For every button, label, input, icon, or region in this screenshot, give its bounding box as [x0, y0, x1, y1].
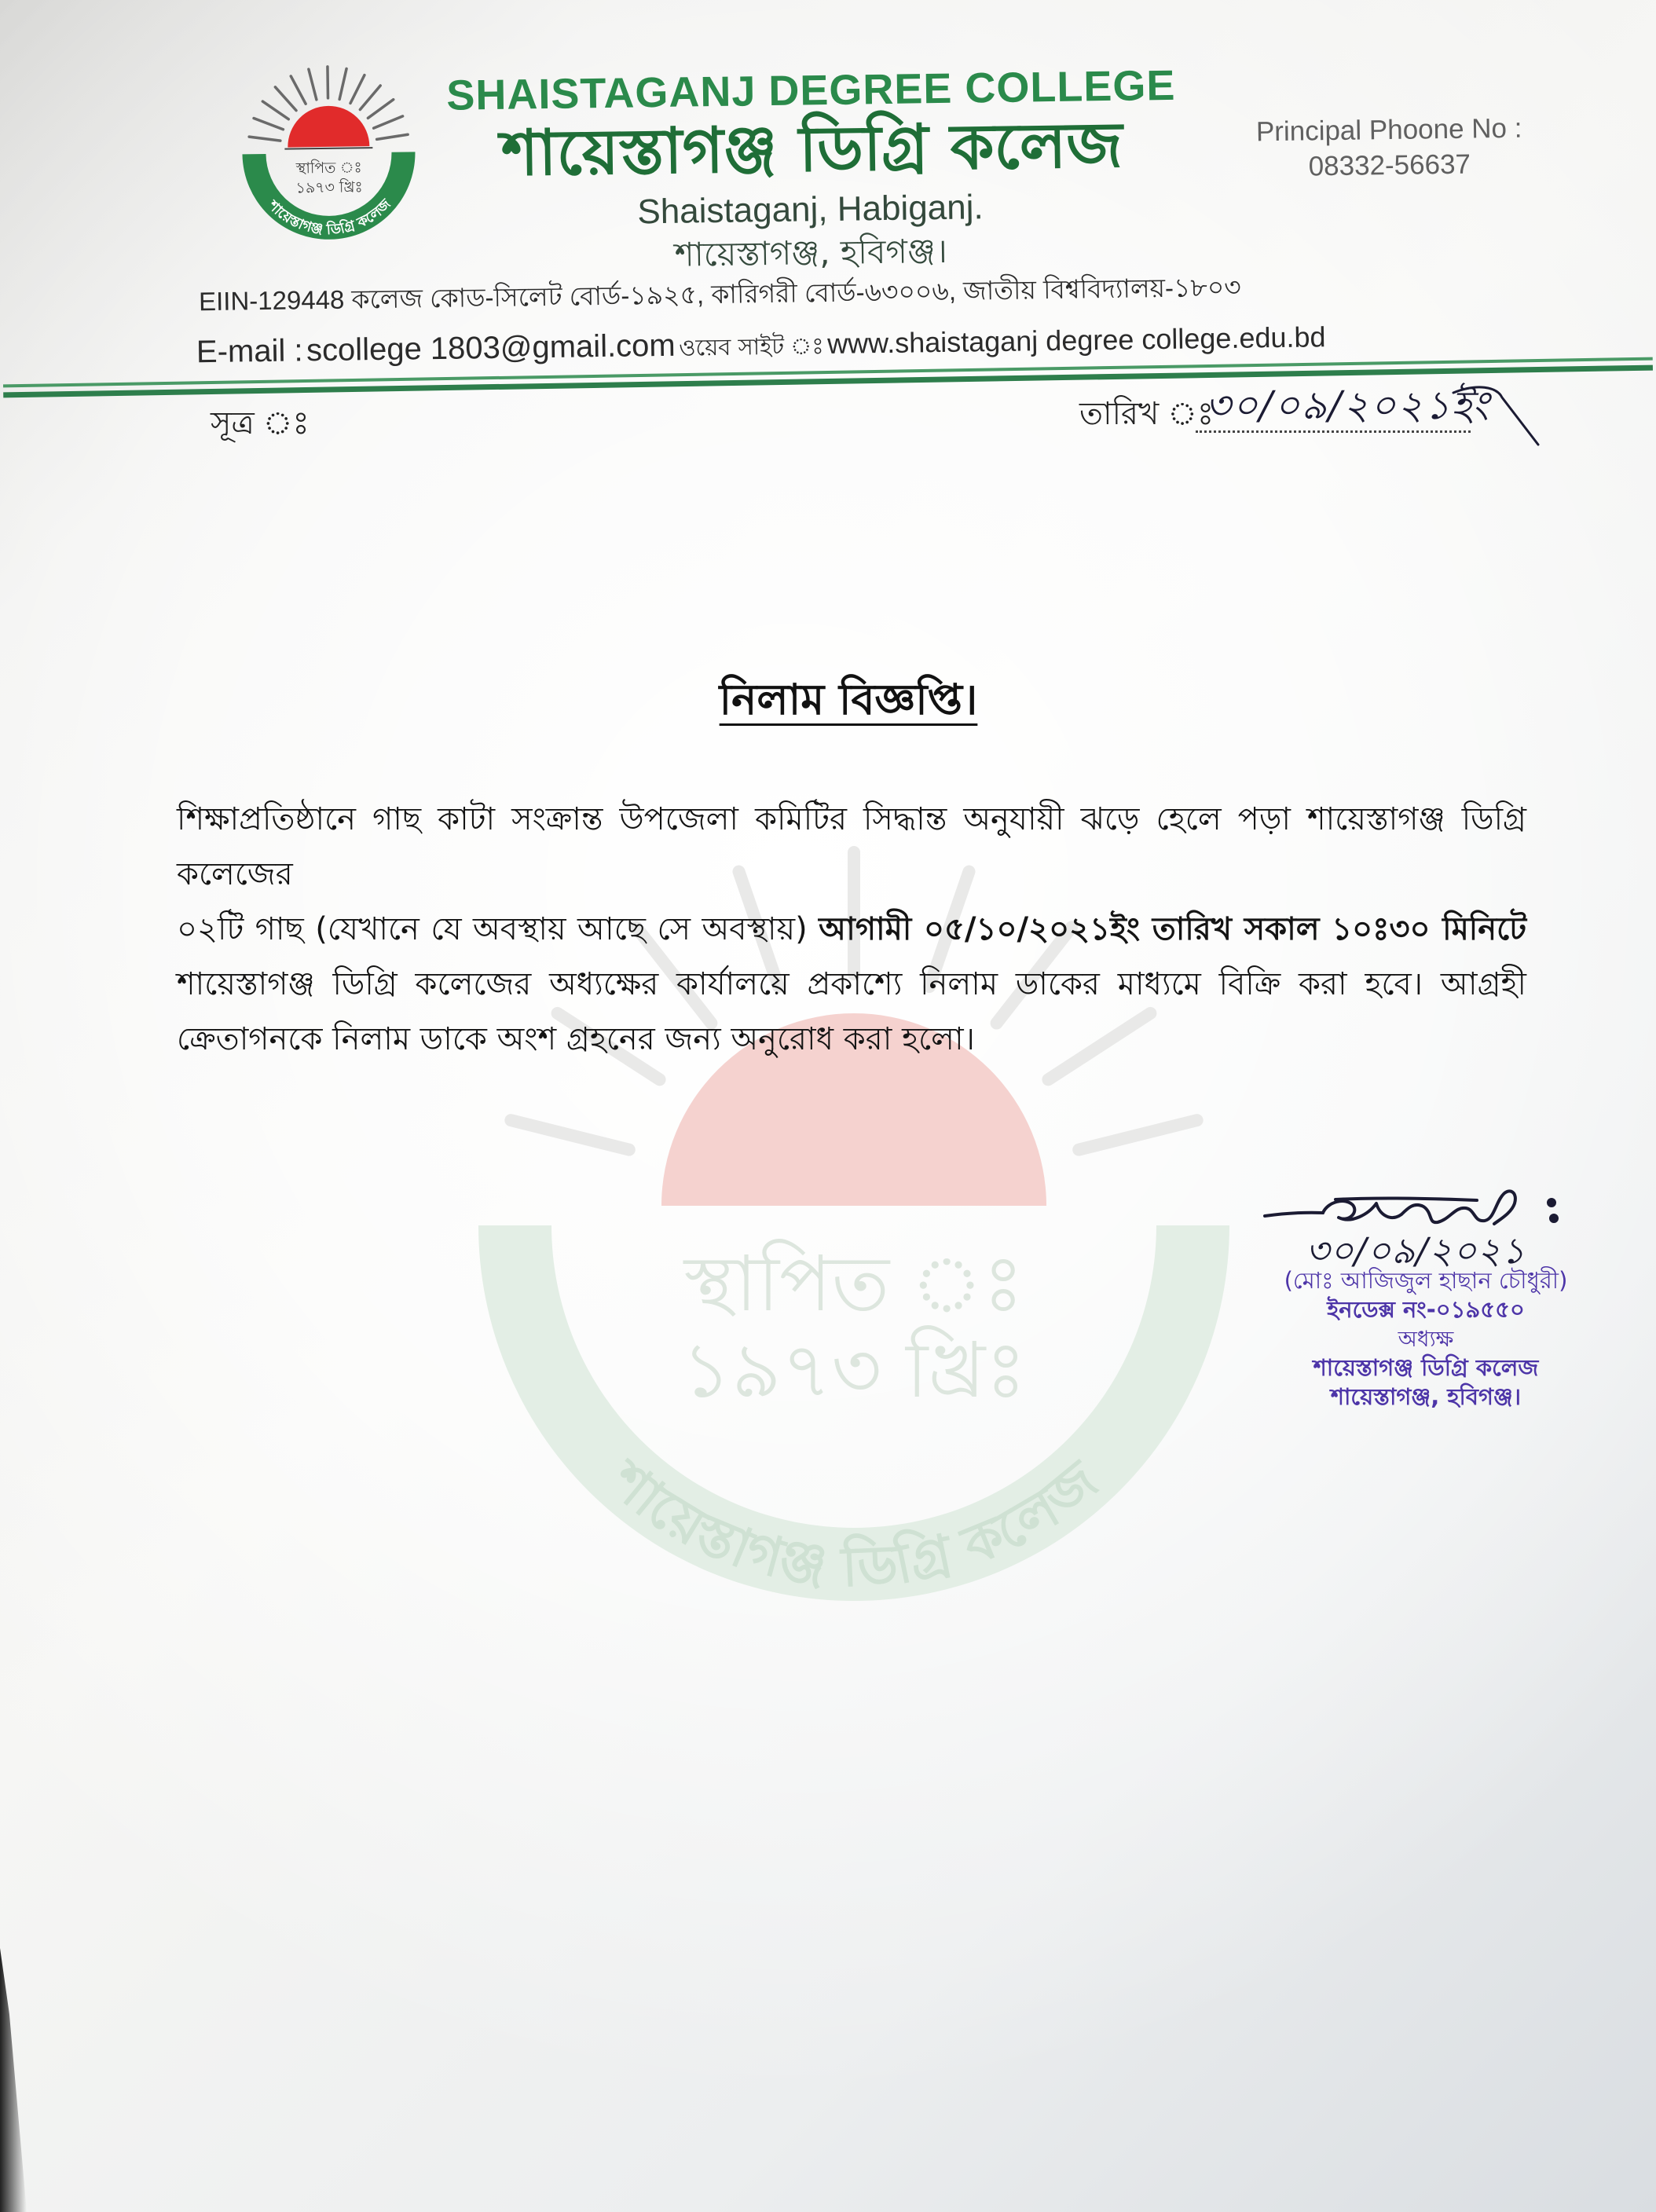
sun-ray: [350, 75, 365, 104]
notice-line: [177, 792, 1526, 902]
address-bengali: শায়েস্তাগঞ্জ, হবিগঞ্জ।: [674, 231, 948, 274]
sun-ray: [511, 1120, 628, 1149]
logo-established-label: স্থাপিত ঃ: [295, 159, 362, 178]
notice-line-text: ০২টি গাছ (যেখানে যে অবস্থায় আছে সে অবস্থায়): [177, 911, 808, 947]
notice-line-text: ক্রেতাগনকে নিলাম ডাকে অংশ গ্রহনের জন্য অনুরোধ করা হলো।: [177, 1021, 975, 1057]
college-name-english: SHAISTAGANJ DEGREE COLLEGE: [445, 61, 1176, 119]
date-label: তারিখ ঃ: [1079, 396, 1215, 432]
watermark-ring-text: শায়েস্তাগঞ্জ ডিগ্রি কলেজ: [598, 1448, 1110, 1600]
website-url: www.shaistaganj degree college.edu.bd: [826, 320, 1326, 361]
sun-ray: [275, 86, 296, 111]
sun-ray: [309, 69, 317, 100]
stamp-name: (মোঃ আজিজুল হাছান চৌধুরী): [1284, 1267, 1568, 1294]
stamp-institution: শায়েস্তাগঞ্জ ডিগ্রি কলেজ: [1313, 1354, 1539, 1381]
college-logo: [233, 53, 424, 251]
notice-line-text: শায়েস্তাগঞ্জ ডিগ্রি কলেজের অধ্যক্ষের কার্যালয়ে প্রকাশ্যে নিলাম ডাকের মাধ্যমে বিক্রি করা হবে। আগ্রহী: [177, 966, 1526, 1002]
principal-phone-number: 08332-56637: [1308, 148, 1471, 182]
date-value-handwritten: ৩০/০৯/২০২১ইং: [1205, 383, 1491, 428]
notice-line-text: শিক্ষাপ্রতিষ্ঠানে গাছ কাটা সংক্রান্ত উপজেলা কমিটির সিদ্ধান্ত অনুযায়ী ঝড়ে হেলে পড়া শায়েস্তাগঞ্জ ডিগ্রি কলেজের: [177, 801, 1526, 892]
institution-codes: EIIN-129448 কলেজ কোড-সিলেট বোর্ড-১৯২৫, কারিগরী বোর্ড-৬৩০০৬, জাতীয় বিশ্ববিদ্যালয়-১৮০৩: [198, 272, 1241, 317]
letterhead: [0, 0, 1656, 373]
stamp-location: শায়েস্তাগঞ্জ, হবিগঞ্জ।: [1330, 1383, 1522, 1410]
sun-ray: [254, 118, 283, 130]
stamp-designation: অধ্যক্ষ: [1398, 1326, 1454, 1352]
college-name-bengali: শায়েস্তাগঞ্জ ডিগ্রি কলেজ: [500, 108, 1123, 190]
watermark-established-year: ১৯৭৩ খ্রিঃ: [681, 1326, 1027, 1415]
sun-ray: [368, 100, 394, 119]
sun-ray: [291, 76, 306, 104]
sun-ray: [360, 86, 381, 110]
sun-ray: [339, 68, 347, 99]
reference-label: সূত্র ঃ: [211, 405, 310, 441]
website-label: ওয়েব সাইট ঃ: [678, 332, 824, 361]
sun-ray: [377, 134, 409, 139]
watermark-established-label: স্থাপিত ঃ: [683, 1240, 1024, 1329]
notice-title: নিলাম বিজ্ঞপ্তি।: [719, 675, 978, 724]
signature-date-handwritten: ৩০/০৯/২০২১: [1306, 1229, 1526, 1272]
logo-ring-text: শায়েস্তাগঞ্জ ডিগ্রি কলেজ: [265, 196, 394, 239]
principal-phone-label: Principal Phoone No :: [1255, 112, 1522, 148]
sun-ray: [262, 101, 288, 120]
notice-line-bold-text: আগামী ০৫/১০/২০২১ইং তারিখ সকাল ১০ঃ৩০ মিনিটে: [819, 911, 1526, 947]
sun-ray: [373, 116, 402, 128]
email-address: scollege 1803@gmail.com: [306, 328, 676, 368]
stamp-index-number: ইনডেক্স নং-০১৯৫৫০: [1327, 1296, 1525, 1323]
notice-line: [177, 957, 1526, 1012]
sun-ray: [1079, 1120, 1196, 1149]
date-dotted-line: [1196, 430, 1471, 433]
notice-line: [177, 902, 1526, 957]
sun-ray: [249, 137, 280, 141]
logo-horizon-line: [284, 148, 372, 149]
logo-sun: [288, 105, 370, 147]
notice-line: [177, 1012, 1526, 1067]
address-english: Shaistaganj, Habiganj.: [637, 188, 984, 232]
logo-established-year: ১৯৭৩ খ্রিঃ: [295, 178, 363, 197]
principal-stamp: [1245, 1266, 1607, 1412]
notice-body: [177, 792, 1526, 1067]
email-label: E-mail :: [196, 333, 303, 370]
